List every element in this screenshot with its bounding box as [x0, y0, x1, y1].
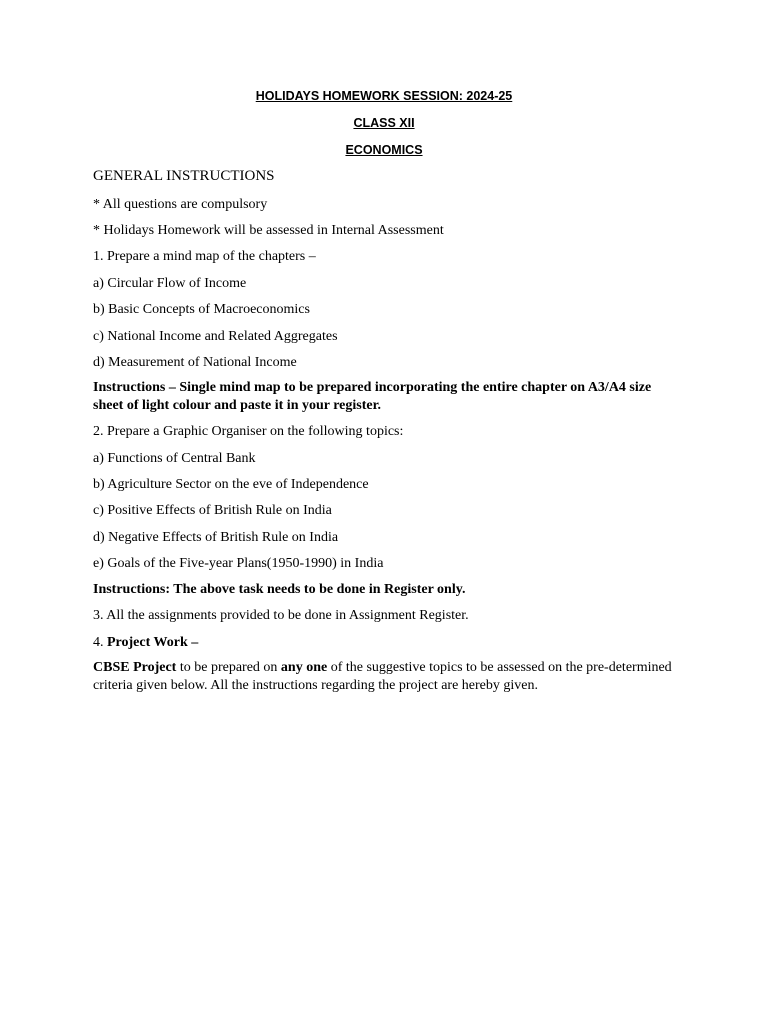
- task2-instructions: Instructions: The above task needs to be done in Register only.: [93, 582, 466, 597]
- general-instructions-title: GENERAL INSTRUCTIONS: [93, 168, 275, 184]
- task1-item: a) Circular Flow of Income: [93, 276, 247, 291]
- task2-item: b) Agriculture Sector on the eve of Independence: [93, 477, 369, 492]
- task1-instructions: Instructions – Single mind map to be prepared incorporating the entire chapter on A3/A4 size sheet of light colour and paste it in your register.: [93, 380, 652, 413]
- task2-item: a) Functions of Central Bank: [93, 451, 256, 466]
- project-text-1: to be prepared on: [176, 660, 281, 675]
- task1-item: c) National Income and Related Aggregates: [93, 329, 338, 344]
- task2-item: d) Negative Effects of British Rule on India: [93, 530, 339, 545]
- project-paragraph: [93, 659, 683, 694]
- task4-title: Project Work –: [107, 635, 199, 650]
- project-cbse-label: CBSE Project: [93, 660, 177, 675]
- task1-item: d) Measurement of National Income: [93, 355, 297, 370]
- task3-text: 3. All the assignments provided to be done in Assignment Register.: [93, 608, 469, 623]
- task2-item: e) Goals of the Five-year Plans(1950-1990) in India: [93, 556, 384, 571]
- task4-heading: [93, 634, 683, 651]
- task2-intro: 2. Prepare a Graphic Organiser on the following topics:: [93, 424, 404, 439]
- subject-heading: ECONOMICS: [345, 143, 423, 157]
- session-heading: HOLIDAYS HOMEWORK SESSION: 2024-25: [255, 89, 513, 103]
- task1-item: b) Basic Concepts of Macroeconomics: [93, 302, 310, 317]
- rule-compulsory: * All questions are compulsory: [93, 197, 268, 212]
- rule-assessment: * Holidays Homework will be assessed in Internal Assessment: [93, 223, 444, 238]
- task4-number: 4.: [93, 635, 107, 650]
- class-heading: CLASS XII: [353, 116, 415, 130]
- project-any-one: any one: [280, 660, 328, 675]
- task1-intro: 1. Prepare a mind map of the chapters –: [93, 249, 316, 264]
- project-text-2: of the suggestive topics to be assessed on the pre-determined criteria given below. All the instructions regarding the project are hereby given.: [93, 660, 672, 693]
- task2-item: c) Positive Effects of British Rule on India: [93, 503, 332, 518]
